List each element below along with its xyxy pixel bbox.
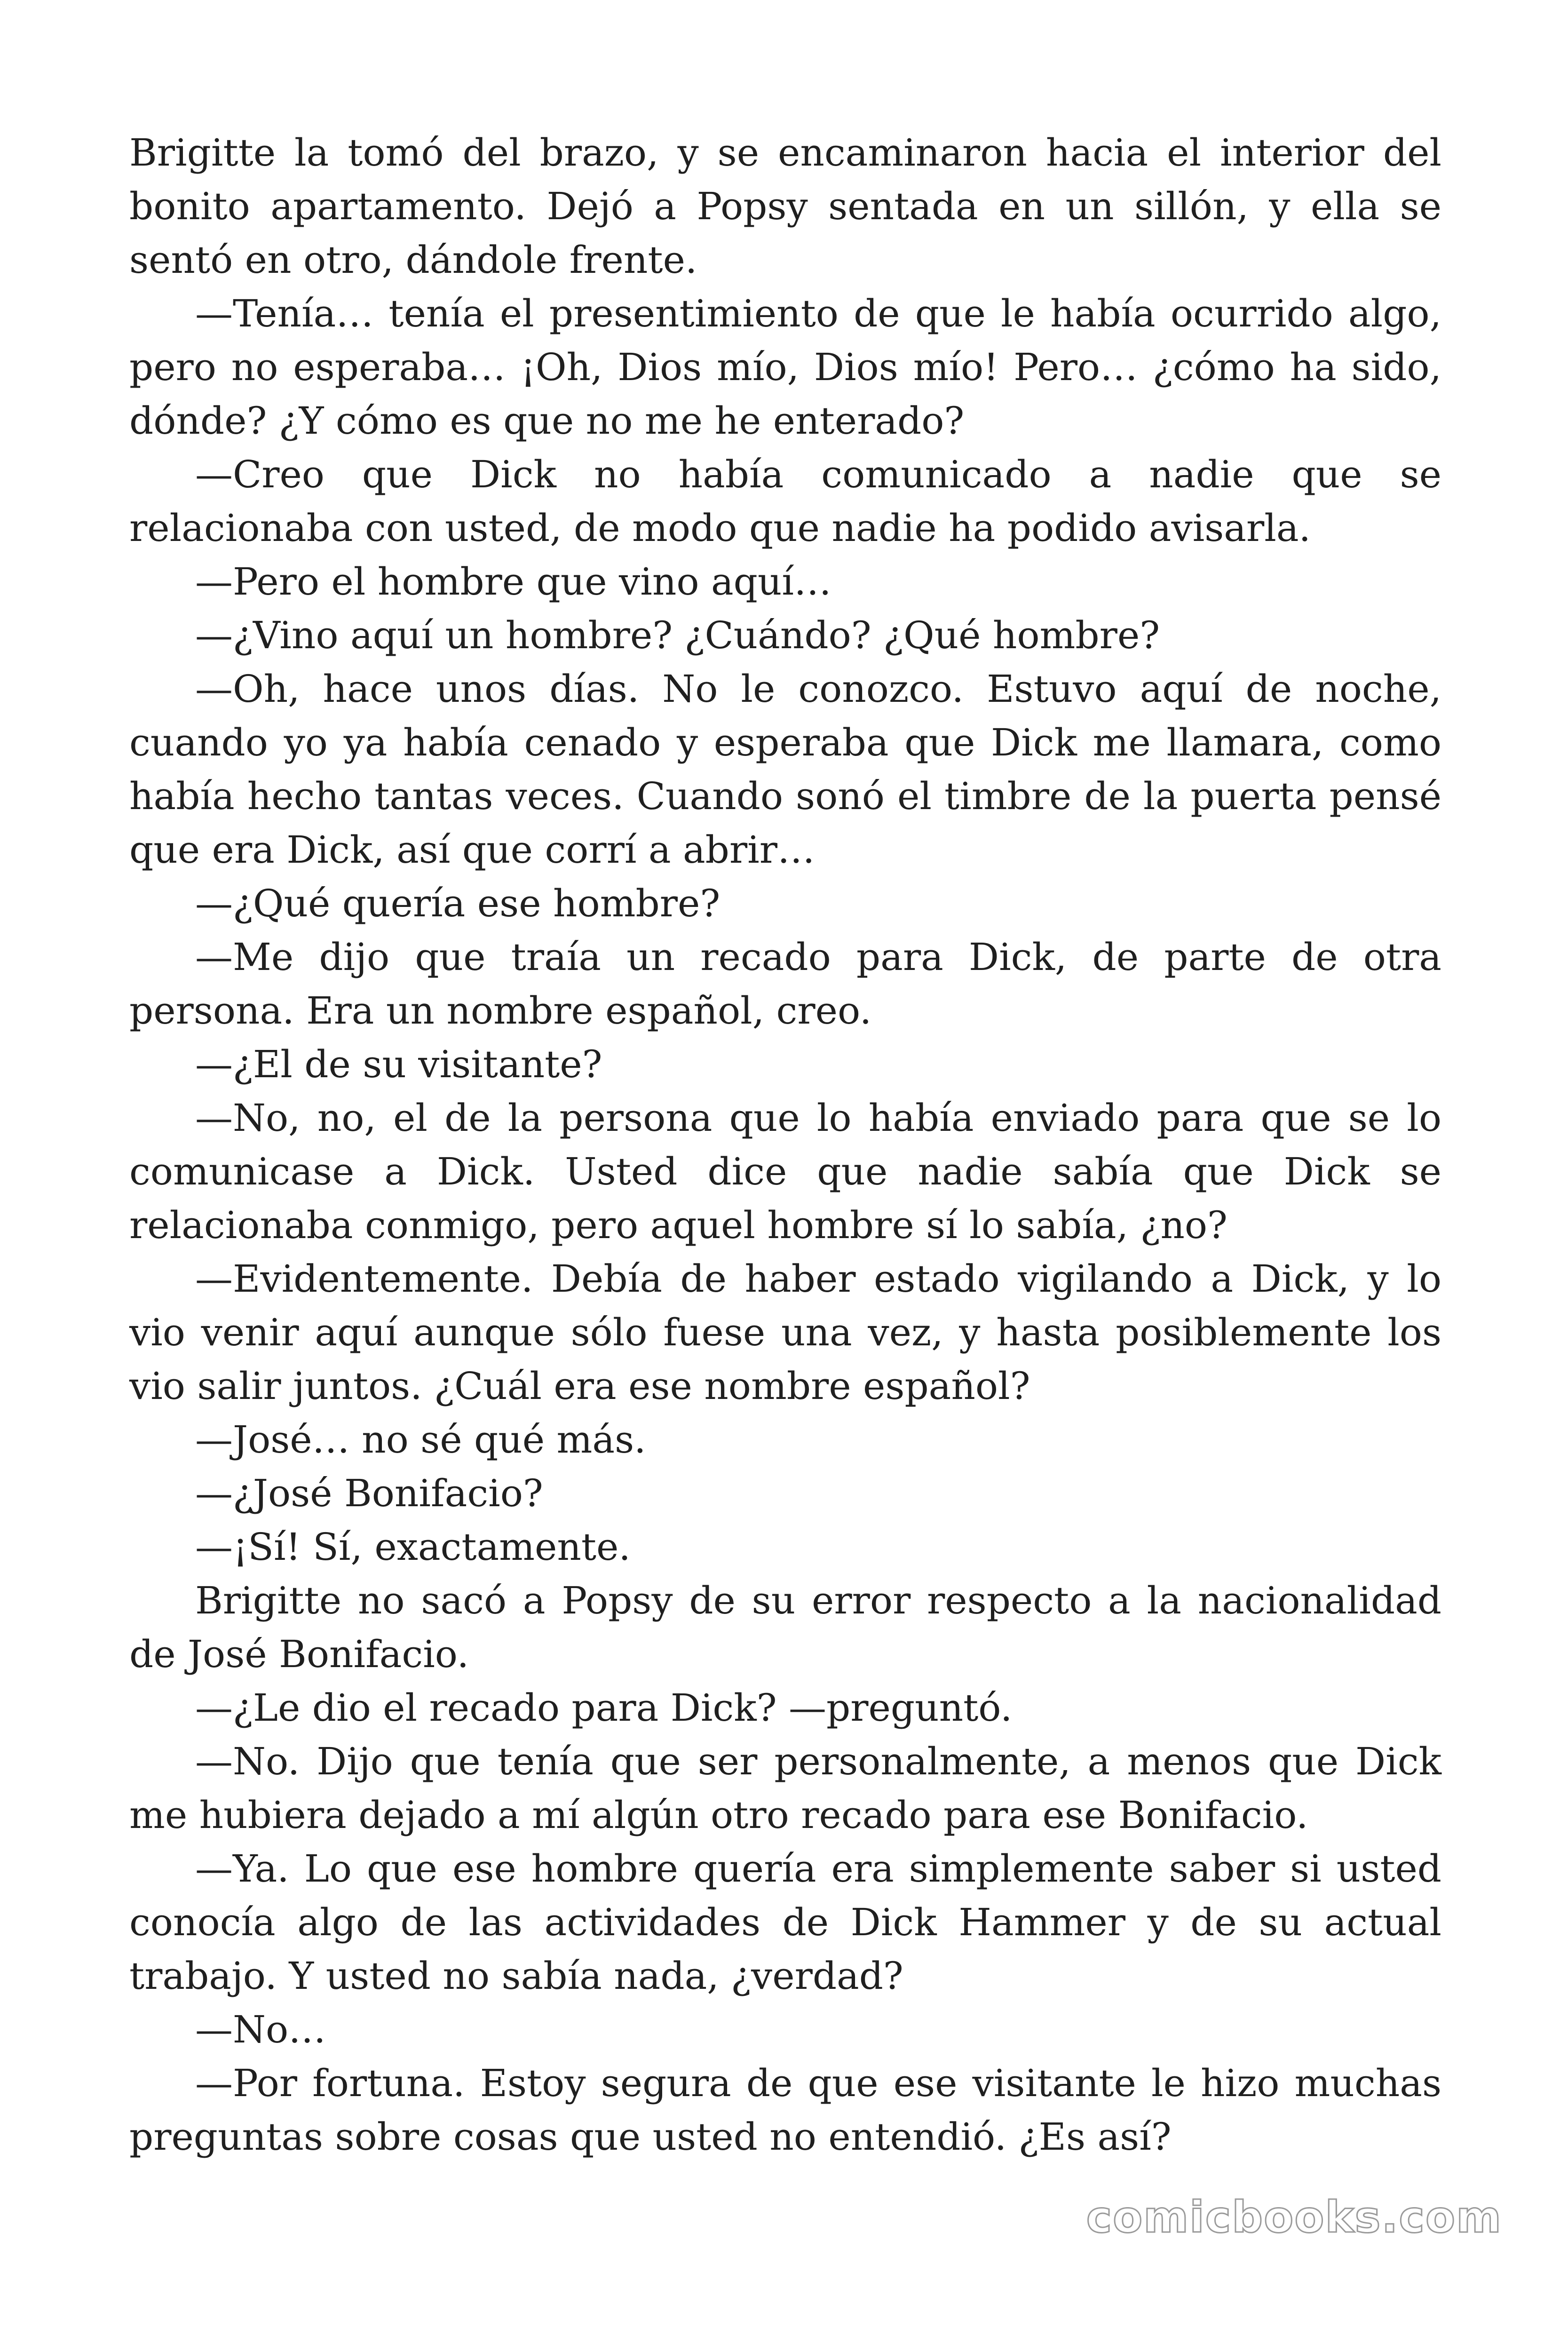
paragraph: —Por fortuna. Estoy segura de que ese visitante le hizo muchas preguntas sobre cosas que usted no entendió. ¿Es así? <box>129 2061 1441 2159</box>
paragraph: —Me dijo que traía un recado para Dick, de parte de otra persona. Era un nombre español, creo. <box>129 935 1441 1033</box>
paragraph: —¿Qué quería ese hombre? <box>195 882 721 925</box>
paragraph: —¿Vino aquí un hombre? ¿Cuándo? ¿Qué hombre? <box>195 613 1160 657</box>
paragraph: —No. Dijo que tenía que ser personalmente, a menos que Dick me hubiera dejado a mí algún otro recado para ese Bonifacio. <box>129 1740 1441 1837</box>
paragraph: —Ya. Lo que ese hombre quería era simplemente saber si usted conocía algo de las actividades de Dick Hammer y de su actual trabajo. Y usted no sabía nada, ¿verdad? <box>129 1847 1441 1998</box>
paragraph: —¡Sí! Sí, exactamente. <box>195 1525 631 1569</box>
paragraph: —Evidentemente. Debía de haber estado vigilando a Dick, y lo vio venir aquí aunque sólo fuese una vez, y hasta posiblemente los vio salir juntos. ¿Cuál era ese nombre español? <box>129 1257 1441 1408</box>
paragraph: Brigitte no sacó a Popsy de su error respecto a la nacionalidad de José Bonifacio. <box>129 1579 1441 1676</box>
paragraph: —¿José Bonifacio? <box>195 1471 543 1515</box>
paragraph: —José… no sé qué más. <box>195 1418 646 1462</box>
paragraph: —No, no, el de la persona que lo había enviado para que se lo comunicase a Dick. Usted dice que nadie sabía que Dick se relacionaba conmigo, pero aquel hombre sí lo sabía, ¿no? <box>129 1096 1441 1247</box>
paragraph: Brigitte la tomó del brazo, y se encaminaron hacia el interior del bonito apartamento. Dejó a Popsy sentada en un sillón, y ella se sentó en otro, dándole frente. <box>129 131 1441 282</box>
paragraph: —Tenía… tenía el presentimiento de que le había ocurrido algo, pero no esperaba… ¡Oh, Dios mío, Dios mío! Pero… ¿cómo ha sido, dónde? ¿Y cómo es que no me he enterado? <box>129 292 1441 443</box>
paragraph: —No… <box>195 2008 326 2051</box>
site-watermark: comicbooks.com <box>1086 2192 1502 2242</box>
paragraph: —¿Le dio el recado para Dick? —preguntó. <box>195 1686 1013 1730</box>
book-page-text <box>129 126 1441 2164</box>
paragraph: —Oh, hace unos días. No le conozco. Estuvo aquí de noche, cuando yo ya había cenado y esperaba que Dick me llamara, como había hecho tantas veces. Cuando sonó el timbre de la puerta pensé que era Dick, así que corrí a abrir… <box>129 667 1441 872</box>
paragraph: —Pero el hombre que vino aquí… <box>195 560 832 604</box>
paragraph: —Creo que Dick no había comunicado a nadie que se relacionaba con usted, de modo que nadie ha podido avisarla. <box>129 453 1441 550</box>
paragraph: —¿El de su visitante? <box>195 1042 602 1086</box>
